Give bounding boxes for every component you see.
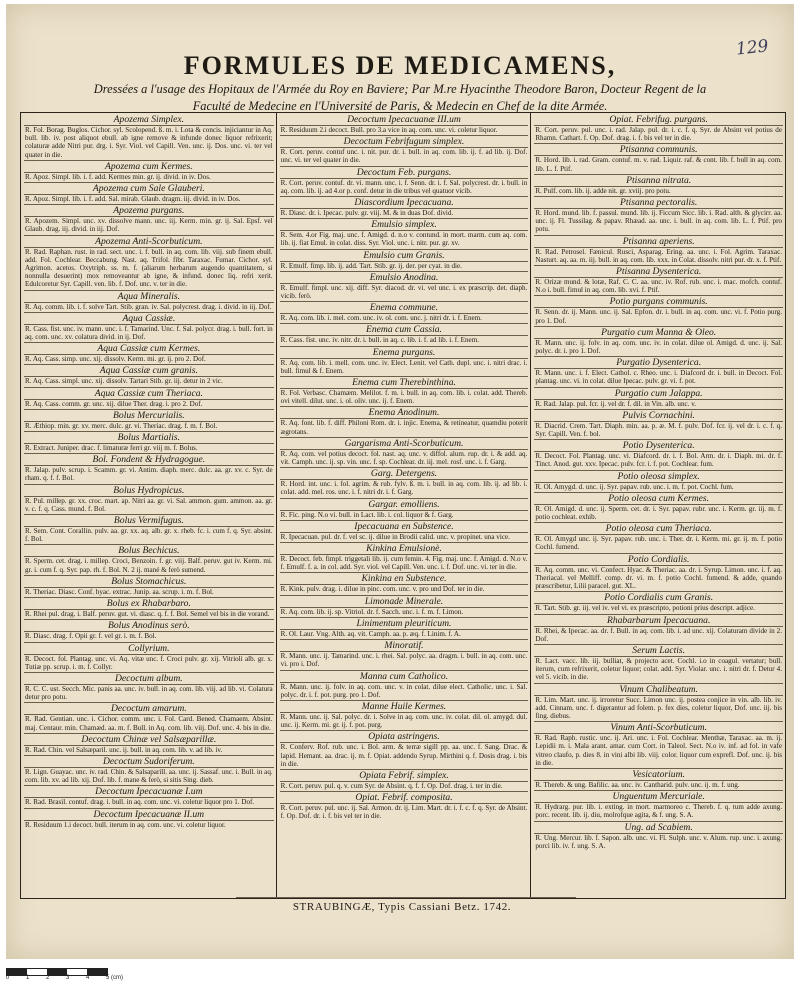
formula-entry — [534, 683, 783, 721]
formula-entry — [280, 135, 529, 164]
formula-entry — [280, 271, 529, 300]
formula-title: Decoctum Feb. purgans. — [280, 166, 529, 179]
formula-title: Purgatio Dysenterica. — [534, 356, 783, 369]
formula-entry — [534, 553, 783, 591]
formula-body: R. C. C. ust. Secch. Mic. panis aa. unc. iv. bull. in aq. com. lib. viij. ad lib. vi. Colatura detur pro potu. — [25, 684, 273, 702]
formula-title: Potio oleosa cum Kermes. — [534, 492, 783, 505]
formula-body: R. Æthiop. min. gr. xv. merc. dulc. gr. vi. Theriac. drag. f. m. f. Bol. — [25, 421, 218, 430]
formula-title: Ung. ad Scabiem. — [534, 821, 783, 834]
formula-body: R. Aq. com. lib. i. mell. com. unc. iv. Elect. Lenit. vel Cath. dupl. unc. i. nitri drac. i. bull. fimul & f. Enem. — [280, 358, 528, 375]
formula-entry — [534, 492, 783, 521]
formula-body: R. Fic. ping. N.o vi. bull. in Lact. lib. i. col. liquor & f. Garg. — [280, 510, 454, 519]
formula-entry — [280, 542, 529, 571]
formula-entry — [24, 290, 274, 311]
formula-entry — [24, 453, 274, 482]
formula-entry — [280, 467, 529, 496]
formula-entry — [24, 312, 274, 341]
formula-entry — [280, 769, 529, 790]
formula-body: R. Mann. unc. ij. Tamarind. unc. i. rhei. Sal. polyc. aa. dragm. i. bull. in aq. com. unc. vi. pro i. Dof. — [280, 652, 528, 669]
formula-title: Bolus Martialis. — [24, 431, 274, 444]
formula-entry — [534, 721, 783, 767]
formula-body: R. Tart. Stib. gr. iij. vel iv. vel vi. ex præscripto, potioni prius descript. adjice. — [535, 604, 755, 613]
formula-body: R. Thereb. & ung. Bafilic. aa. unc. iv. Cantharid. pulv. unc. ij. m. f. ung. — [535, 780, 740, 789]
formula-body: R. Kink. pulv. drag. i. dilue in pinc. com. unc. v. pro und Dof. ter in die. — [280, 585, 485, 594]
formula-body: R. Aq. com. lib. i. mel. com. unc. iv. ol. com. unc. j. nitri dr. i. f. Enem. — [280, 314, 482, 323]
formula-body: R. Cort. peruv. pul. unc. ij. Sal. Armon. dr. ij. Lim. Mart. dr. i. f. c. f. q. Syr. de Absint. f. Op. Dof. dr. i. f. bis vel ter in die. — [280, 804, 528, 821]
formula-title: Ptisanna aperiens. — [534, 235, 783, 248]
formula-body: R. Cort. peruv. contuf. dr. vi. mann. unc. i. f. Senn. dr. i. f. Sal. polycrest. dr. i. bull. in aq. com. lib. ij. ad 4.or p. conf. detur in die tribus vel quatuor vicib. — [280, 178, 528, 195]
formula-body: R. Aq. comm. lib. i. f. solve Tart. Stib. gran. iv. Sal. polycrest. drag. i. divid. in iij. Dof. — [25, 302, 272, 311]
formula-title: Apozema purgans. — [24, 204, 274, 217]
formula-title: Opiata Febrif. simplex. — [280, 769, 529, 782]
formula-body: R. Rhei, & Ipecac. aa. dr. f. Bull. in aq. com. lib. i. ad unc. xij. Colaturam divide in 2. Dof. — [535, 626, 782, 643]
formula-body: R. Aq. Cass. comm. gr. unc. xij. dilue Ther. drag. i. pro 2. Dof. — [25, 399, 203, 408]
formula-title: Manne Huile Kermes. — [280, 700, 529, 713]
formula-title: Rhabarbarum Ipecacuana. — [534, 614, 783, 627]
formula-title: Potio Cordialis. — [534, 553, 783, 566]
formula-body: R. Fol. Borag. Buglos. Cichor. syl. Scolopend. ß. m. i. Lota & concis. injiciantur in Aq. bull. lib. iv. post aliquot ebull. ab igne remove & infunde donec liquor refrixerit; colaturæ adde Nitri pur. drg. i. Syr. Viol. vel Capill. Ven. unc. ij. Dos. unc. vi. ter vel quater in die. — [25, 126, 273, 159]
formula-entry — [280, 376, 529, 405]
column-right — [530, 113, 785, 898]
measurement-scale — [6, 968, 126, 984]
formula-title: Opiat. Febrifug. purgans. — [534, 114, 783, 126]
formula-body: R. Mann. unc. ij. Sal. polyc. dr. i. Solve in aq. com. unc. iv. colat. dil. ol. amygd. dul. unc. ij. Kerm. mi. gr. ij. f. pot. purg. — [280, 712, 528, 730]
formula-title: Emulsio simplex. — [280, 218, 529, 231]
formula-entry — [280, 406, 529, 435]
formula-title: Decoctum Sudoriferum. — [24, 755, 274, 768]
formula-title: Ptisanna pectoralis. — [534, 196, 783, 209]
formula-title: Opiata astringens. — [280, 730, 529, 743]
formula-body: R. Cass. fist. unc. iv. mann. unc. i. f. Tamarind. Unc. f. Sal. polycr. drag. i. bull. fort. in aq. com. unc. xv. colatura divid. in ij. Dof. — [25, 324, 273, 342]
formula-title: Manna cum Catholico. — [280, 670, 529, 683]
formula-entry — [534, 295, 783, 324]
formula-entry — [280, 670, 529, 699]
formula-body: R. Aq. font. lib. f. diff. Philoni Rom. dr. i. injic. Enema, & retineatur, quamdiu poterit ægrotans. — [280, 419, 528, 436]
formula-entry — [534, 614, 783, 643]
formula-entry — [534, 143, 783, 172]
formula-entry — [534, 439, 783, 468]
formula-body: R. Jalap. pulv. scrup. i. Scamm. gr. vi. Antim. diaph. merc. dulc. aa. gr. xv. c. Syr. de rham. q. f. f. Bol. — [25, 466, 273, 483]
formula-title: Diascordium Ipecacuana. — [280, 196, 529, 209]
formula-title: Potio oleosa cum Theriaca. — [534, 522, 783, 535]
formula-body: R. Ol. Amigd. d. unc. ij. Sperm. cet. dr. i. Syr. papav. rubr. unc. i. Kerm. gr. iij. m. f. potio cochleat. exhib. — [535, 504, 782, 522]
formula-body: R. Diasc. dr. i. Ipecac. pulv. gr. viij. M. & in duas Dof. divid. — [280, 209, 454, 218]
formula-body: R. Theriac. Diasc. Conf. hyac. extrac. Junip. aa. scrup. i. m. f. Bol. — [25, 587, 214, 596]
formula-title: Decoctum amarum. — [24, 702, 274, 715]
formula-title: Aqua Cassiæ cum granis. — [24, 364, 274, 377]
formula-body: R. Residuum 2.i decoct. Bull. pro 3.a vice in aq. com. unc. vi. coletur liquor. — [280, 126, 498, 134]
formula-body: R. Lim. Mart. unc. ij. irroretur Succ. Limon unc. ij. postea conjice in vin. alb. lib. iv. add. Cinnam. unc. f. digerantur ad folem. p. fex dies, coletur liquor, Dof. unc. iij. bis fing. diebus. — [535, 695, 782, 720]
formula-table — [20, 112, 786, 899]
formula-entry — [280, 595, 529, 616]
formula-title: Bolus Bechicus. — [24, 544, 274, 557]
formula-body: R. Senn. dr. ij. Mann. unc. ij. Sal. Epfon. dr. i. bull. in aq. com. unc. vi. f. Potio purg. pro 1. Dof. — [535, 308, 782, 325]
formula-body: R. Conferv. Rof. rub. unc. i. Bol. arm. & terræ sigill pp. aa. unc. f. Sang. Drac. & lapid. Hemant. aa. drac. ij. m. f. Opiat. addendo Syrup. Mirthini q. f. Dosis drag. i. bis in die. — [280, 743, 528, 768]
formula-title: Gargar. emolliens. — [280, 498, 529, 511]
formula-body: R. Hord. mund. lib. f. passul. mund. lib. ij. Ficcum Sicc. lib. i. Rad. alth. & glycirr. aa. unc. ij. Fl. Tussilag. & papav. Rhæad. aa. unc. i. bull. in aq. com. lib. L. f. Ptif. pro potu. — [535, 209, 782, 234]
formula-title: Bolus Hydropicus. — [24, 484, 274, 497]
formula-body: R. Cort. peruv. pul. unc. i. rad. Jalap. pul. dr. i. c. f. q. Syr. de Absint vel potius de Rhamn. Cathart. f. Op. Dof. drag. i. f. bis vel ter in die. — [535, 126, 782, 143]
formula-title: Decoctum Febrifugum simplex. — [280, 135, 529, 148]
formula-title: Decoctum album. — [24, 672, 274, 685]
formula-entry — [24, 342, 274, 363]
formula-entry — [280, 700, 529, 729]
formula-entry — [280, 639, 529, 668]
formula-title: Enema cum Therebinthina. — [280, 376, 529, 389]
formula-body: R. Emulf. fimpl. unc. xij. diff. Syr. diacod. dr. vi. vel unc. i. ex præscrip. det. diaph. vicib. ferò. — [280, 283, 528, 301]
formula-title: Decoctum Ipecacuanæ I.um — [24, 785, 274, 798]
scale-labels — [6, 975, 126, 981]
document-title: FORMULES DE MEDICAMENS, — [183, 51, 617, 80]
formula-title: Pulvis Cornachini. — [534, 409, 783, 422]
scale-label: 4 — [86, 975, 90, 981]
formula-body: R. Sperm. cet. drag. i. millep. Croci, Benzoin. f. gr. viij. Balf. peruv. gut iv. Kerm. mi. gr. i. cum f. q. Syr. pap. rh. f. Bol. N. 2 ij. mané & ferò sumend. — [25, 557, 273, 574]
formula-body: R. Fol. Verbasc. Chamæm. Melilot. f. m. i. bull. in aq. com. lib. i. colat. add. Thereb. ovi vitell. dilut. unc. i. ol. oliv. unc. ij. f. Enem. — [280, 389, 528, 406]
formula-title: Bolus Mercurialis. — [24, 409, 274, 422]
formula-entry — [534, 591, 783, 612]
formula-body: R. Emulf. fimp. lib. ij. add. Tart. Stib. gr. ij. der. per cyat. in die. — [280, 261, 462, 270]
formula-entry — [24, 808, 274, 829]
formula-entry — [280, 218, 529, 247]
formula-title: Ptisanna communis. — [534, 143, 783, 156]
formula-body: R. Decoct. fol. Plantag. unc. vi. Aq. vitæ unc. f. Croci pulv. gr. xij. Vitrioli alb. gr. x. Tutiæ pp. scrup. i. m. f. Collyr. — [25, 654, 273, 671]
formula-entry — [280, 730, 529, 768]
formula-entry — [280, 323, 529, 344]
formula-body: R. Residuum 1.i decoct. bull. iterum in aq. com. unc. vi. coletur liquor. — [25, 820, 226, 829]
formula-entry — [24, 514, 274, 543]
formula-body: R. Aq. Cass. simp. unc. xij. dissolv. Kerm. mi. gr. ij. pro 2. Dof. — [25, 355, 206, 364]
formula-title: Bolus Anodinus serò. — [24, 619, 274, 632]
formula-body: R. Decoct. Fol. Plantag. unc. vi. Diafcord. dr. i. f. Bol. Arm. dr. i. Diaph. mi. dr. f. Tinct. Anod. gut. xxv. Ipecac. pulv. fcr. i. f. pot. Cochlear. fum. — [535, 452, 782, 469]
formula-title: Kinkina en Substence. — [280, 572, 529, 585]
formula-title: Enema commune. — [280, 301, 529, 314]
formula-entry — [534, 821, 783, 850]
formula-entry — [534, 356, 783, 385]
formula-title: Potio Cordialis cum Granis. — [534, 591, 783, 604]
formula-title: Minoratif. — [280, 639, 529, 652]
formula-entry — [534, 235, 783, 264]
formula-title: Enema cum Cassia. — [280, 323, 529, 336]
formula-entry — [280, 166, 529, 195]
formula-body: R. Orizæ mund. & lotæ, Raf. C. C. aa. unc. iv. Rof. rub. unc. i. mac. mofch. contuf. N.o i. bull. fimul in aq. com. lib. xvi. f. Ptif. — [535, 278, 782, 295]
formula-entry — [24, 235, 274, 289]
formula-body: R. Decoct. feb. fimpl. triggetali lib. ij. cum femin. 4. Fig. maj. unc. f. Amigd. d. N.o v. f. Emulf. f. a. in col. add. Syr. viol. vel Capill. Ven. unc. i. f. Dof. unc. vi. ter in die. — [280, 555, 528, 572]
formula-title: Decoctum Chinæ vel Salsæparillæ. — [24, 733, 274, 746]
formula-entry — [24, 160, 274, 181]
formula-entry — [24, 575, 274, 596]
formula-body: R. Cort. peruv. contuf unc. i. nit. pur. dr. i. bull. in aq. com. lib. ij. f. ad lib. ij. Dof. unc. vi. ter vel quater in die. — [280, 148, 528, 165]
formula-entry — [24, 597, 274, 618]
formula-body: R. Ung. Mercur. lib. f. Sapon. alb. unc. vi. Fl. Sulph. unc. v. Alum. rup. unc. i. axung. porci lib. iv. f. ung. S. A. — [535, 833, 782, 850]
column-left — [21, 113, 276, 898]
formula-body: R. Lact. vacc. lib. iij. bulliat, & projecto acet. Cochl. i.o in coagul. vertatur; bull. iterum, cum refrixerit, coletur liquor; colat. add. Syr. Violar. unc. i. nitri dr. f. Detur 4. vel 5. vicib. in die. — [535, 656, 782, 682]
formula-entry — [280, 346, 529, 375]
formula-entry — [24, 755, 274, 784]
formula-body: R. Ipecacuan. pul. dr. f. vel sc. ij. dilue in Brodii calid. unc. v. propinet. una vice. — [280, 532, 510, 541]
formula-title: Ptisanna Dysenterica. — [534, 265, 783, 278]
formula-title: Decoctum Ipecacuanæ II.um — [24, 808, 274, 821]
formula-entry — [280, 301, 529, 322]
formula-title: Limonade Minerale. — [280, 595, 529, 608]
formula-title: Enema Anodinum. — [280, 406, 529, 419]
formula-body: R. Mann. unc. i. f. Elect. Cathol. c. Rheo. unc. i. Diafcord dr. i. bull. in Decoct. Fol. plantag. unc. vi. in colat. dilue Ipecac. pulv. gr. vi. f. pot. — [535, 369, 782, 386]
formula-title: Purgatio cum Jalappa. — [534, 387, 783, 400]
formula-title: Apozema Simplex. — [24, 114, 274, 126]
document-subtitle-line-1: Dressées a l'usage des Hopitaux de l'Armée du Roy en Baviere; Par M.re Hyacinthe Theodore Baron, Docteur Regent de la — [93, 82, 707, 96]
formula-title: Serum Lactis. — [534, 644, 783, 657]
formula-title: Unguentum Mercuriale. — [534, 790, 783, 803]
formula-body: R. Rhei pul. drag. i. Balf. peruv. gut. vi. diasc. q. f. f. Bol. Semel vel bis in die vorand. — [25, 610, 270, 619]
formula-body: R. Ol. Laur. Vng. Alth. aq. vit. Camph. aa. p. æq. f. Linim. f. A. — [280, 629, 461, 638]
formula-title: Gargarisma Anti-Scorbuticum. — [280, 437, 529, 450]
scale-label: 3 — [66, 975, 70, 981]
formula-body: R. Rad. Chin. vel Salsæparil. unc. ij. bull. in aq. com. lib. v. ad lib. iv. — [25, 745, 223, 754]
formula-title: Aqua Cassiæ. — [24, 312, 274, 325]
scale-label: 5 (cm) — [106, 975, 123, 981]
formula-title: Potio Dysenterica. — [534, 439, 783, 452]
formula-body: R. Diacrid. Crem. Tart. Diaph. min. aa. p. æ. M. f. pulv. Dof. fcr. ij. vel dr. i. c. f. q. Syr. Capill. Ven. f. bol. — [535, 421, 782, 439]
formula-body: R. Rad. Gentian. unc. i. Cichor. comm. unc. i. Fol. Card. Bened. Chamaem. Absint. maj. Centaur. min. Chamæd. aa. m. f. Bull. in Aq. com. lib. viij. Dof. unc. 4. bis in die. — [25, 715, 273, 732]
formula-entry — [24, 431, 274, 452]
formula-title: Apozema cum Sale Glauberi. — [24, 182, 274, 195]
document-subtitle-line-2: Faculté de Medecine en l'Université de Paris, & Medecin en Chef de la dite Armée. — [192, 99, 608, 113]
formula-body: R. Lign. Guayac. unc. iv. rad. Chin. & Salsaparill. aa. unc. ij. Sassaf. unc. i. Bull. in aq. com. lib. xv. ad lib. xij. Dof. lib. f. mane & ferò, si sitis Sing. dieb. — [25, 767, 273, 785]
formula-entry — [534, 522, 783, 551]
formula-title: Linimentum pleuriticum. — [280, 617, 529, 630]
formula-title: Apozema Anti-Scorbuticum. — [24, 235, 274, 248]
formula-title: Emulsio Anodina. — [280, 271, 529, 284]
formula-body: R. Hord. lib. i. rad. Gram. contuf. m. v. rad. Liquir. raf. & cont. lib. f. bull in aq. com. lib. L. f. Ptif. — [535, 156, 782, 173]
formula-body: R. Apoz. Simpl. lib. i. f. add. Sal. mirab. Glaub. dragm. iij. divid. in iv. Dos. — [25, 195, 241, 204]
formula-title: Potio purgans communis. — [534, 295, 783, 308]
formula-body: R. Cass. fist. unc. iv. nitr. dr. i. bull. in aq. c. lib. i. f. ad lib. i. f. Enem. — [280, 336, 479, 345]
formula-entry — [24, 409, 274, 430]
formula-title: Bol. Fondent & Hydragogue. — [24, 453, 274, 466]
formula-body: R. Sem. 4.or Fig. maj. unc. f. Amigd. d. n.o v. contund. in mort. marm. cum aq. com. lib. ij. fiat Emul. in colat. diss. Syr. Viol. unc. i. nitr. pur. gr. xv. — [280, 231, 528, 248]
formula-title: Ptisanna nitrata. — [534, 174, 783, 187]
formula-title: Apozema cum Kermes. — [24, 160, 274, 173]
formula-body: R. Hord. int. unc. i. fol. agrim. & rub. fylv. ß. m. i. bull. in aq. com. lib. ij. ad lib. i. colat. add. mel. ros. unc. i. f. nitri dr. i. f. Garg. — [280, 480, 528, 497]
column-middle — [276, 113, 531, 898]
formula-body: R. Extract. Juniper. drac. f. limaturæ ferri gr. viij m. f. Bolus. — [25, 444, 198, 453]
formula-title: Kinkina Emulsionè. — [280, 542, 529, 555]
scale-label: 2 — [46, 975, 50, 981]
formula-title: Vinum Anti-Scorbuticum. — [534, 721, 783, 734]
formula-entry — [534, 196, 783, 234]
formula-entry — [280, 437, 529, 466]
formula-body: R. Ol. Amygd unc. ij. Syr. papav. rub. unc. i. Ther. dr. i. Kerm. mi. gr. ij. m. f. potio Cochl. fumend. — [535, 535, 782, 552]
folio-number: 129 — [734, 36, 769, 60]
formula-entry — [24, 204, 274, 233]
formula-body: R. Hydrarg. pur. lib. i. exting. in mort. marmoreo c. Thereb. f. q. tum adde axung. porc. recent. lib. ij. diu, molrofque agita, & f. ung. S. A. — [535, 803, 782, 820]
formula-entry — [280, 498, 529, 519]
formula-entry — [280, 791, 529, 820]
formula-body: R. Cort. peruv. pul. q. v. cum Syr. de Absint. q. f. f. Op. Dof. drag. i. ter in die. — [280, 781, 503, 790]
formula-entry — [534, 768, 783, 789]
document-header — [18, 52, 782, 114]
formula-entry — [534, 265, 783, 294]
formula-entry — [534, 790, 783, 819]
formula-title: Collyrium. — [24, 642, 274, 655]
formula-entry — [534, 470, 783, 491]
formula-title: Garg. Detergens. — [280, 467, 529, 480]
formula-body: R. Mann. unc. ij. folv. in aq. com. unc. v. in colat. dilue elect. Catholic. unc. i. Sal. polyc. dr. i. f. pot. purg. pro 1. Dof. — [280, 682, 528, 699]
formula-body: R. Aq. com. lib. ij. sp. Vitriol. dr. f. Sacch. unc. i. f. m. f. Limon. — [280, 607, 464, 616]
formula-body: R. Rad. Jalap. pul. fcr. ij. vel dr. f. dil. in Vin. alb. unc. v. — [535, 399, 697, 408]
formula-title: Vesicatorium. — [534, 768, 783, 781]
formula-title: Bolus Stomachicus. — [24, 575, 274, 588]
formula-body: R. Pulf. com. lib. ij. adde nit. gr. xviij. pro potu. — [535, 186, 671, 195]
formula-entry — [24, 733, 274, 754]
formula-title: Opiat. Febrif. composita. — [280, 791, 529, 804]
formula-title: Enema purgans. — [280, 346, 529, 359]
formula-entry — [280, 196, 529, 217]
formula-entry — [24, 114, 274, 159]
scale-label: 1 — [26, 975, 30, 981]
formula-title: Ipecacuana en Substence. — [280, 520, 529, 533]
scale-label: 0 — [6, 975, 10, 981]
formula-title: Aqua Mineralis. — [24, 290, 274, 303]
formula-body: R. Apozem. Simpl. unc. xv. dissolve mann. unc. iij. Kerm. min. gr. ij. Sal. Epsf. vel Glaub. drag. iij. divid. in iij. Dof. — [25, 217, 273, 234]
formula-body: R. Ol. Amygd. d. unc. ij. Syr. papav. rub. unc. i. m. f. pot. Cochl. fum. — [535, 482, 734, 491]
formula-title: Aqua Cassiæ cum Kermes. — [24, 342, 274, 355]
formula-entry — [534, 326, 783, 355]
formula-entry — [280, 520, 529, 541]
formula-title: Bolus ex Rhabarbaro. — [24, 597, 274, 610]
formula-entry — [280, 114, 529, 134]
imprint: STRAUBINGÆ, Typis Cassiani Betz. 1742. — [292, 901, 512, 913]
formula-entry — [24, 484, 274, 513]
document-page — [6, 4, 794, 959]
formula-entry — [24, 182, 274, 203]
formula-entry — [534, 387, 783, 408]
formula-entry — [24, 702, 274, 731]
formula-body: R. Diasc. drag. f. Opii gr. f. vel gr. i. m. f. Bol. — [25, 632, 157, 641]
formula-entry — [534, 644, 783, 682]
formula-body: R. Sem. Cont. Corallin. pulv. aa. gr. xx. aq. alb. gr. x. rheb. fc. i. cum f. q. Syr. absint. f. Bol. — [25, 527, 273, 544]
formula-entry — [24, 642, 274, 671]
formula-body: R. Pul. millep. gr. xx. croc. mart. ap. Nitri aa. gr. vi. Sal. ammon. gum. ammon. aa. gr. v. c. f. q. Cass. mund. f. Bol. — [25, 496, 273, 513]
formula-entry — [534, 114, 783, 142]
formula-body: R. Aq. comm. unc. vi. Confect. Hyac. & Theriac. aa. dr. i. Syrup. Limon. unc. i. f. aq. Theriacal. vel Melliff. comp. dr. vi. m. f. potio Cochl. fumend. & adde, quando præscribetur, Lilii paracel. gut. XL. — [535, 565, 782, 591]
formula-body: R. Apoz. Simpl. lib. i. f. add. Kermes min. gr. ij. divid. in iv. Dos. — [25, 172, 211, 181]
imprint-rule — [236, 897, 576, 898]
formula-title: Aqua Cassiæ cum Theriaca. — [24, 387, 274, 400]
formula-entry — [24, 672, 274, 701]
formula-body: R. Aq. Cass. simpl. unc. xij. dissolv. Tartari Stib. gr. iij. detur in 2 vic. — [25, 377, 223, 386]
formula-body: R. Aq. com. vel potius decoct. fol. nast. aq. unc. v. diffol. alum. rup. dr. i. & add. aq. vit. Camph. unc. ij. sp. vin. unc. f. sp. Cochlear. dr. iij. mel. rosf. unc. i. f. Garg. — [280, 449, 528, 467]
formula-title: Vinum Chalibeatum. — [534, 683, 783, 696]
formula-entry — [24, 364, 274, 385]
formula-body: R. Rad. Petrosel. Fænicul. Rusci, Asparag. Ering. aa. unc. i. Fol. Agrim. Taraxac. Nasturt. aq. aa. m. iij. bull. in aq. com. lib. xxx. in Colat. dissolv. nitri pur. dr. x. f. Ptif. — [535, 247, 782, 264]
formula-body: R. Rad. Raph. rustic. unc. ij. Ari. unc. i. Fol. Cochlear. Menthæ, Taraxac. aa. m. ij. Lepidii m. i. Mala arant. amar. cum Cort. in Taleol. Sect. N.o iv. inf. ad fol. in vafe vitreo claufo, p. dies 8. in vini albi lib. viij. color. liquor cum exprefl. Dof. unc. ij. bis in die. — [535, 734, 782, 767]
formula-entry — [24, 785, 274, 806]
formula-body: R. Mann. unc. ij. folv. in aq. com. unc. iv. in colat. dilue ol. Amigd. d. unc. ij. Sal. polyc. dr. i. pro 1. Dof. — [535, 338, 782, 356]
formula-entry — [24, 619, 274, 640]
formula-title: Bolus Vermifugus. — [24, 514, 274, 527]
formula-entry — [24, 544, 274, 573]
formula-entry — [280, 249, 529, 270]
formula-entry — [534, 409, 783, 438]
formula-entry — [280, 572, 529, 593]
formula-body: R. Rad. Brasil. contuf. drag. i. bull. in aq. com. unc. vi. coletur liquor pro 1. Dof. — [25, 798, 255, 807]
formula-title: Potio oleosa simplex. — [534, 470, 783, 483]
formula-entry — [280, 617, 529, 638]
formula-title: Purgatio cum Manna & Oleo. — [534, 326, 783, 339]
formula-entry — [534, 174, 783, 195]
formula-entry — [24, 387, 274, 408]
formula-title: Emulsio cum Granis. — [280, 249, 529, 262]
formula-body: R. Rad. Raphan. rust. in rad. sect. unc. i. f. bull. in aq. com. lib. viij. sub finem ebull. add. Fol. Cochlear. Beccabung. Nast. aq. Trifol. fibr. Taraxac. Fumar. Cichor. syl. Agrimon. acetos. Oxytriph. ss. m. f. (aliarum herbarum augendo quantitatem, si nonnulla desuerint) mox removeantur ab igne, & infund. donec liq. refri xerit. Edulcoretur Syr. Capill. ven. lib. f. Dof. unc. v. ter in die. — [25, 247, 273, 289]
formula-title: Decoctum Ipecacuanæ III.um — [280, 114, 529, 126]
